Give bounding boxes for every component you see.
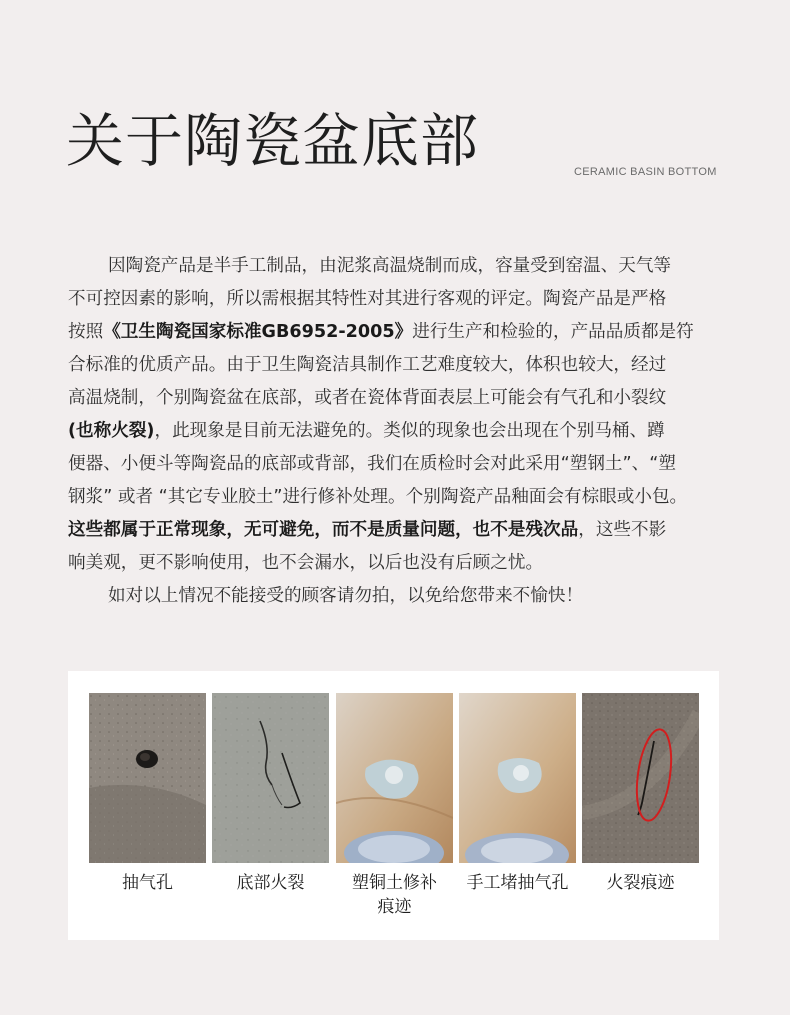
- fire-crack-mark-photo: [582, 693, 699, 863]
- text-segment: ，这些不影: [578, 520, 667, 540]
- air-hole-photo: [89, 693, 206, 863]
- caption-line: 塑铜土修补: [352, 873, 437, 893]
- page-title: 关于陶瓷盆底部: [66, 107, 480, 175]
- text-line: 高温烧制，个别陶瓷盆在底部，或者在瓷体背面表层上可能会有气孔和小裂纹: [68, 388, 667, 408]
- page-subtitle: CERAMIC BASIN BOTTOM: [574, 166, 717, 178]
- text-line: [68, 316, 722, 349]
- text-line: [68, 415, 722, 448]
- photo-caption: 火裂痕迹: [606, 873, 675, 893]
- photo-caption: [332, 871, 457, 919]
- putty-repair-photo: [336, 693, 453, 863]
- fire-crack-note: (也称火裂): [68, 421, 155, 441]
- photo-caption: 底部火裂: [236, 873, 305, 893]
- notice-line: 如对以上情况不能接受的顾客请勿拍，以免给您带来不愉快！: [108, 586, 584, 606]
- description-text: [68, 250, 722, 613]
- hand-plugged-hole-photo: [459, 693, 576, 863]
- text-line: 响美观，更不影响使用，也不会漏水，以后也没有后顾之忧。: [68, 553, 544, 573]
- normal-phenomenon-statement: 这些都属于正常现象，无可避免，而不是质量问题，也不是残次品: [68, 520, 579, 540]
- text-line: 因陶瓷产品是半手工制品，由泥浆高温烧制而成，容量受到窑温、天气等: [108, 256, 672, 276]
- text-line: 合标准的优质产品。由于卫生陶瓷洁具制作工艺难度较大，体积也较大，经过: [68, 355, 667, 375]
- caption-line: 痕迹: [377, 897, 412, 917]
- text-line: 钢浆” 或者 “其它专业胶土”进行修补处理。个别陶瓷产品釉面会有棕眼或小包。: [68, 487, 688, 507]
- text-segment: ，此现象是目前无法避免的。类似的现象也会出现在个别马桶、蹲: [154, 421, 665, 441]
- photo-caption: 手工堵抽气孔: [466, 873, 569, 893]
- text-segment: 按照: [68, 322, 104, 342]
- text-line: 便器、小便斗等陶瓷品的底部或背部，我们在质检时会对此采用“塑钢土”、“塑: [68, 454, 676, 474]
- defect-photos-panel: [68, 671, 719, 940]
- photo-caption: 抽气孔: [122, 873, 173, 893]
- text-segment: 进行生产和检验的，产品品质都是符: [412, 322, 694, 342]
- text-line: 不可控因素的影响，所以需根据其特性对其进行客观的评定。陶瓷产品是严格: [68, 289, 667, 309]
- text-line: [68, 514, 722, 547]
- bottom-fire-crack-photo: [212, 693, 329, 863]
- standard-reference: 《卫生陶瓷国家标准GB6952-2005》: [103, 322, 413, 342]
